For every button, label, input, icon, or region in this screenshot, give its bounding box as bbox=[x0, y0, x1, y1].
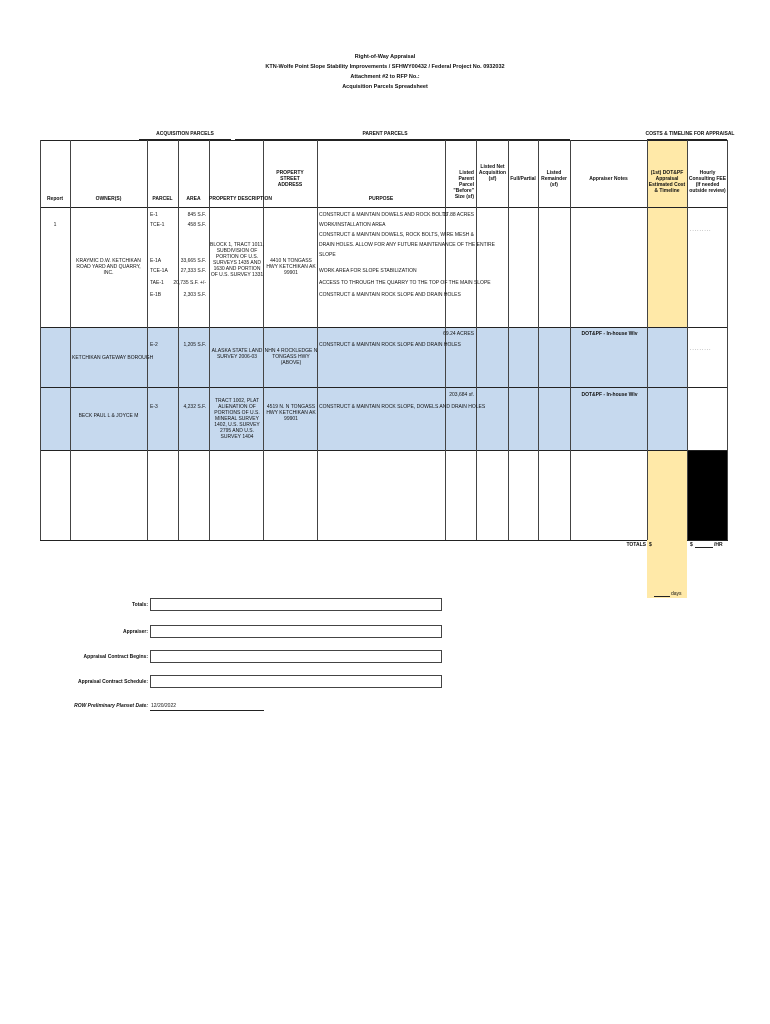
row-3-address: 4519 N. N TONGASS HWY KETCHIKAN AK 99901 bbox=[266, 404, 316, 422]
totals-field[interactable] bbox=[150, 598, 442, 611]
row-3-description: TRACT 1002, PLAT ALIENATION OF PORTIONS OF U.S. MINERAL SURVEY 1402, U.S. SURVEY 2795 AND U.S. SURVEY 1404 bbox=[214, 398, 260, 440]
col-parcel: PARCEL bbox=[152, 196, 173, 202]
col-purpose: PURPOSE bbox=[368, 196, 394, 202]
row-2-description: ALASKA STATE LAND SURVEY 2006-03 bbox=[211, 348, 263, 360]
totals-cost-cell bbox=[647, 540, 687, 598]
row-3-owner: BECK PAUL L & JOYCE M bbox=[78, 413, 139, 419]
row-1-listed-parent: 17.88 ACRES bbox=[443, 212, 474, 218]
row-1-parcel: E-1 bbox=[150, 212, 158, 218]
col-dotpf-cost: (1st) DOT&PF Appraisal Estimated Cost & Timeline bbox=[648, 170, 686, 194]
row-3-area: 4,232 S.F. bbox=[183, 404, 206, 410]
col-report: Report bbox=[46, 196, 64, 202]
row-2-purpose: CONSTRUCT & MAINTAIN ROCK SLOPE AND DRAIN HOLES bbox=[319, 342, 461, 348]
row-2-appraiser-notes: DOT&PF - In-house Wiv bbox=[581, 331, 638, 337]
row-2-owner: KETCHIKAN GATEWAY BOROUGH bbox=[72, 355, 154, 361]
col-divider bbox=[647, 140, 648, 540]
appraiser-field-label: Appraiser: bbox=[122, 629, 148, 635]
row-1-purpose: DRAIN HOLES. ALLOW FOR ANY FUTURE MAINTENANCE OF THE ENTIRE bbox=[319, 242, 495, 248]
preliminary-underline bbox=[150, 710, 264, 711]
header-bottom-border bbox=[40, 207, 728, 208]
col-listed-net: Listed Net Acquisition (sf) bbox=[478, 164, 507, 182]
row-1-area: 27,333 S.F. bbox=[180, 268, 206, 274]
row-1-parcel: TCE-1 bbox=[150, 222, 165, 228]
row-3-parcel: E-3 bbox=[150, 404, 158, 410]
row-2-bottom-border bbox=[40, 387, 728, 388]
row-1-purpose: WORK/INSTALLATION AREA bbox=[319, 222, 386, 228]
project-line: KTN-Wolfe Point Slope Stability Improvements / SFHWY00432 / Federal Project No. 0932032 bbox=[265, 64, 505, 70]
row-2-listed-parent: 69.24 ACRES bbox=[443, 331, 474, 337]
row-1-description: BLOCK 1, TRACT 1011, SUBDIVISION OF PORTION OF U.S. SURVEYS 1435 AND 1630 AND PORTION OF U.S. SURVEY 1331 bbox=[210, 242, 264, 278]
row-3-bottom-border bbox=[40, 450, 728, 451]
col-street-address: PROPERTY STREET ADDRESS bbox=[276, 170, 304, 188]
totals-dollar-hourly: $ bbox=[690, 542, 693, 548]
contract-begins-field[interactable] bbox=[150, 650, 442, 663]
row-1-area: 2,303 S.F. bbox=[183, 292, 206, 298]
row-2-parcel: E-2 bbox=[150, 342, 158, 348]
row-1-purpose: SLOPE bbox=[319, 252, 336, 258]
contract-schedule-label: Appraisal Contract Schedule: bbox=[77, 679, 148, 685]
totals-unit: /HR bbox=[714, 542, 723, 548]
contract-begins-label: Appraisal Contract Begins: bbox=[83, 654, 148, 660]
col-full-partial: Full/Partial bbox=[510, 176, 536, 182]
hourly-column-shaded bbox=[688, 450, 728, 540]
days-label: days bbox=[671, 591, 682, 597]
col-divider bbox=[538, 140, 539, 540]
table-bottom-border bbox=[40, 540, 728, 541]
contract-schedule-field[interactable] bbox=[150, 675, 442, 688]
sheet-title: Acquisition Parcels Spreadsheet bbox=[342, 84, 428, 90]
row-1-purpose: CONSTRUCT & MAINTAIN DOWELS AND ROCK BOLTS bbox=[319, 212, 448, 218]
days-underline bbox=[654, 596, 670, 597]
appraiser-field[interactable] bbox=[150, 625, 442, 638]
col-divider bbox=[687, 140, 688, 540]
table-top-border bbox=[40, 140, 728, 141]
col-divider bbox=[445, 140, 446, 540]
row-2-hourly-dots: ......... bbox=[690, 346, 712, 352]
totals-hourly-underline bbox=[695, 547, 713, 548]
acquisition-parcels-header: ACQUISITION PARCELS bbox=[156, 131, 214, 137]
col-area: AREA bbox=[186, 196, 201, 202]
row-1-purpose: CONSTRUCT & MAINTAIN ROCK SLOPE AND DRAIN HOLES bbox=[319, 292, 461, 298]
row-3-listed-parent: 203,684 sf. bbox=[449, 392, 474, 398]
row-1-purpose: WORK AREA FOR SLOPE STABILIZATION bbox=[319, 268, 417, 274]
totals-field-label: Totals: bbox=[131, 602, 148, 608]
row-1-area: 845 S.F. bbox=[187, 212, 206, 218]
col-listed-parent: Listed Parent Parcel "Before" Size (sf) bbox=[453, 170, 474, 200]
row-3-purpose: CONSTRUCT & MAINTAIN ROCK SLOPE, DOWELS AND DRAIN HOLES bbox=[319, 404, 486, 410]
row-2-area: 1,205 S.F. bbox=[183, 342, 206, 348]
row-1-parcel: E-1B bbox=[150, 292, 162, 298]
col-divider bbox=[508, 140, 509, 540]
row-1-report: 1 bbox=[53, 222, 57, 228]
row-1-parcel: TAE-1 bbox=[150, 280, 164, 286]
col-hourly-fee: Hourly Consulting FEE (If needed outside review) bbox=[688, 170, 727, 194]
row-1-area: 458 S.F. bbox=[187, 222, 206, 228]
parent-parcels-header: PARENT PARCELS bbox=[362, 131, 408, 137]
row-1-parcel: E-1A bbox=[150, 258, 162, 264]
totals-label: TOTALS bbox=[626, 542, 646, 548]
row-1-address: 4410 N TONGASS HWY KETCHIKAN AK 99901 bbox=[266, 258, 316, 276]
row-3-appraiser-notes: DOT&PF - In-house Wiv bbox=[581, 392, 638, 398]
preliminary-planset-label: ROW Preliminary Planset Date: bbox=[74, 703, 148, 709]
col-divider bbox=[727, 140, 728, 540]
costs-header: COSTS & TIMELINE FOR APPRAISAL bbox=[645, 131, 735, 137]
col-property-description: PROPERTY DESCRIPTION bbox=[209, 196, 272, 202]
row-1-parcel: TCE-1A bbox=[150, 268, 168, 274]
row-1-area: 20,735 S.F. +/- bbox=[173, 280, 206, 286]
row-2-address: NHN 4 ROCKLEDGE N TONGASS HWY (ABOVE) bbox=[264, 348, 318, 366]
row-1-area: 33,665 S.F. bbox=[180, 258, 206, 264]
preliminary-planset-date: 12/20/2022 bbox=[151, 703, 177, 709]
col-divider bbox=[570, 140, 571, 540]
col-divider bbox=[476, 140, 477, 540]
col-listed-remainder: Listed Remainder (sf) bbox=[541, 170, 567, 188]
row-1-purpose: ACCESS TO THROUGH THE QUARRY TO THE TOP OF THE MAIN SLOPE bbox=[319, 280, 491, 286]
col-appraiser-notes: Appraiser Notes bbox=[589, 176, 628, 182]
row-1-purpose: CONSTRUCT & MAINTAIN DOWELS, ROCK BOLTS, WIRE MESH & bbox=[319, 232, 475, 238]
attachment-line: Attachment #2 to RFP No.: bbox=[350, 74, 420, 80]
row-1-owner: KRAYMIC D.W. KETCHIKAN ROAD YARD AND QUARRY, INC. bbox=[76, 258, 141, 276]
col-owners: OWNER(S) bbox=[95, 196, 122, 202]
row-1-hourly-dots: ......... bbox=[690, 227, 712, 233]
row-1-bottom-border bbox=[40, 327, 728, 328]
totals-dollar-cost: $ bbox=[649, 542, 652, 548]
document-title: Right-of-Way Appraisal bbox=[354, 54, 416, 60]
